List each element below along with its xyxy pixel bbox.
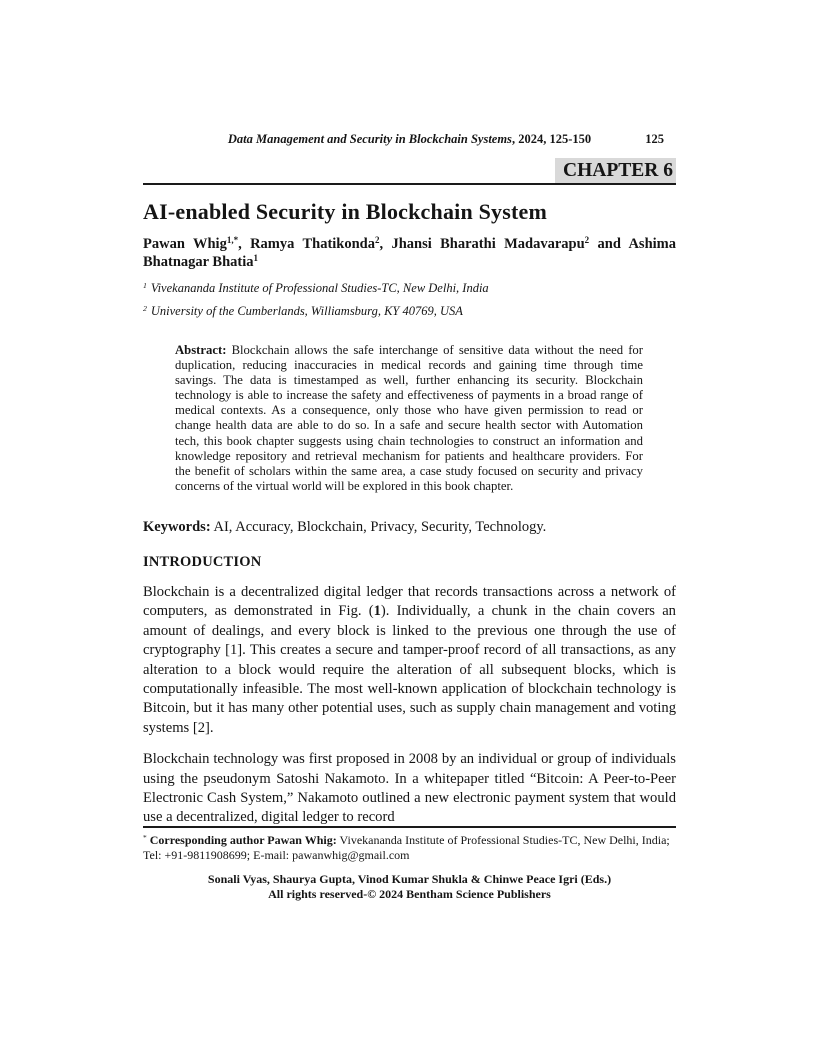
chapter-label: CHAPTER 6 [555, 158, 676, 183]
introduction-heading: INTRODUCTION [143, 553, 262, 570]
author-1-name: Pawan Whig [143, 236, 227, 252]
author-2-superscript: 2 [375, 235, 380, 246]
footnote-marker: * [143, 832, 147, 842]
corresponding-author-footnote [143, 833, 676, 863]
affiliations [143, 280, 676, 319]
journal-title: Data Management and Security in Blockchain Systems [227, 132, 512, 146]
journal-citation [228, 132, 591, 146]
author-3-separator: and [589, 236, 629, 252]
page-content [143, 0, 676, 828]
author-3 [391, 236, 628, 252]
affiliation-1 [143, 280, 676, 296]
affiliation-2-text: University of the Cumberlands, Williamsburg, KY 40769, USA [150, 304, 463, 318]
author-3-superscript: 2 [584, 235, 590, 246]
chapter-title: AI-enabled Security in Blockchain System [143, 199, 548, 224]
keywords-text: AI, Accuracy, Blockchain, Privacy, Security, Technology. [210, 518, 547, 535]
footnote-label: Corresponding author Pawan Whig: [149, 833, 337, 847]
keywords-line [143, 518, 676, 536]
body-paragraph-1 [143, 583, 676, 738]
author-1-superscript: 1,* [226, 235, 239, 246]
page-number: 125 [645, 132, 664, 146]
paragraph-1-text-before-figure: Blockchain is a decentralized digital ledger that records transactions across a network of computers, as demonstrated in Fig. ( [143, 583, 676, 620]
publisher-block [143, 872, 676, 902]
author-4-superscript: 1 [253, 252, 259, 263]
abstract-text: Blockchain allows the safe interchange of sensitive data without the need for duplication, reducing inaccuracies in medical records and gaining time through time savings. The data is timestamped as well, further enhancing its security. Blockchain technology is able to increase the safety and effectiveness of payments in a broad range of medical contexts. As a consequence, only those who have given permission to read or change health data are able to do so. In a safe and secure health sector with Automation tech, this book chapter suggests using chain technologies to construct an information and knowledge repository and retrieval mechanism for patients and healthcare providers. For the benefit of scholars within the same area, a case study focused on security and privacy concerns of the virtual world will be explored in this book chapter. [175, 343, 643, 493]
author-4-name: Ashima Bhatnagar Bhatia [143, 236, 676, 270]
footnote-text: Vivekananda Institute of Professional Studies-TC, New Delhi, India; Tel: +91-9811908699; E-mail: pawanwhig@gmail.com [143, 833, 670, 862]
author-1-separator: , [238, 236, 251, 252]
chapter-row [143, 158, 676, 183]
header-rule [143, 183, 676, 185]
body-paragraph-2: Blockchain technology was first proposed in 2008 by an individual or group of individuals using the pseudonym Satoshi Nakamoto. In a whitepaper titled “Bitcoin: A Peer-to-Peer Electronic Cash System,” Nakamoto outlined a new electronic payment system that would use a decentralized, digital ledger to record [143, 751, 676, 826]
page-footer [143, 826, 676, 902]
editors-line: Sonali Vyas, Shaurya Gupta, Vinod Kumar Shukla & Chinwe Peace Igri (Eds.) [207, 872, 612, 886]
paragraph-1-text-after-figure: ). Individually, a chunk in the chain covers an amount of dealings, and every block is linked to the previous one through the use of cryptography [1]. This creates a secure and tamper-proof record of all transactions, as any alteration to a block would require the alteration of all subsequent blocks, which is computationally infeasible. The most well-known application of blockchain technology is Bitcoin, but it has many other potential uses, such as supply chain management and voting systems [2]. [143, 603, 676, 736]
figure-reference-number: 1 [373, 603, 381, 620]
affiliation-1-marker: 1 [143, 280, 147, 290]
keywords-label: Keywords: [143, 518, 211, 535]
author-1 [143, 236, 250, 252]
journal-citation-suffix: , 2024, 125-150 [511, 132, 592, 146]
affiliation-2-marker: 2 [143, 303, 147, 313]
author-2-separator: , [379, 236, 392, 252]
author-3-name: Jhansi Bharathi Madavarapu [391, 236, 585, 252]
author-2 [250, 236, 391, 252]
rights-line: All rights reserved-© 2024 Bentham Science Publishers [268, 887, 551, 901]
abstract [175, 343, 643, 494]
affiliation-2 [143, 303, 676, 319]
running-header [143, 0, 676, 147]
author-line [143, 236, 676, 271]
abstract-label: Abstract: [175, 343, 227, 357]
affiliation-1-text: Vivekananda Institute of Professional Studies-TC, New Delhi, India [150, 281, 489, 295]
author-2-name: Ramya Thatikonda [250, 236, 375, 252]
